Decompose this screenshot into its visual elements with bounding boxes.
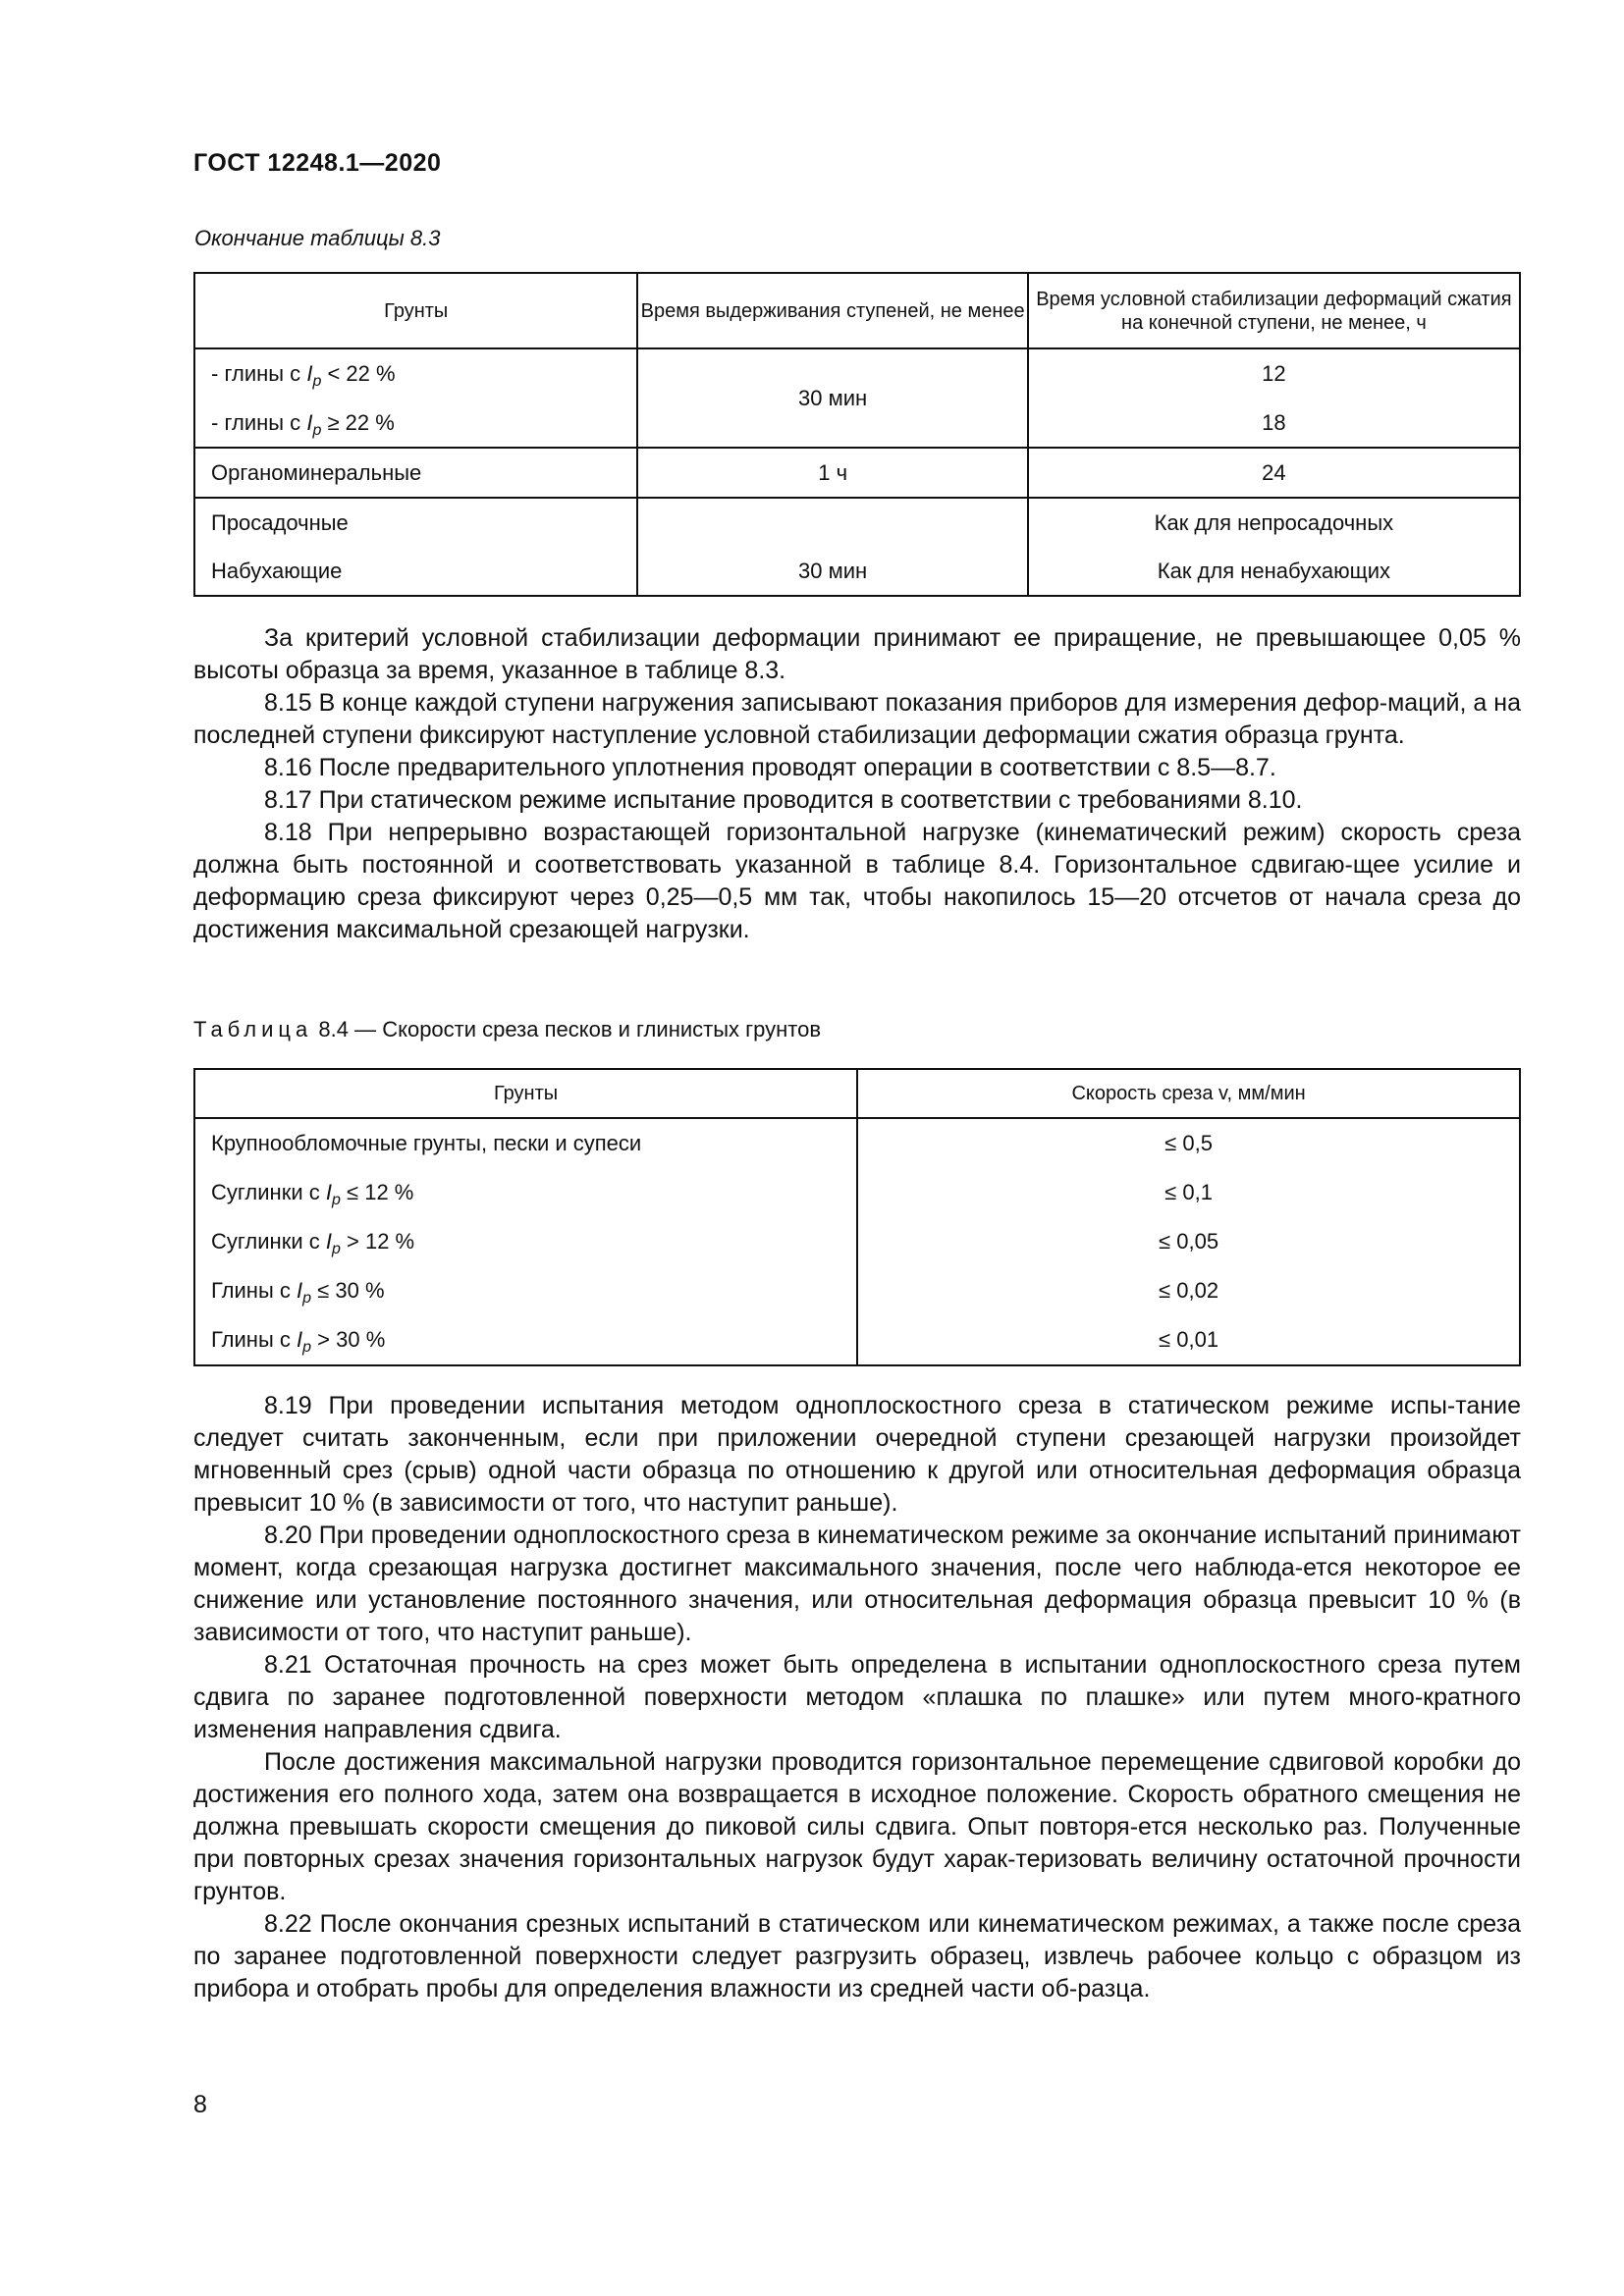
table-row: [194, 1266, 1520, 1315]
speed-cell: ≤ 0,1: [857, 1168, 1520, 1217]
stabilization-time-cell: Как для ненабухающих: [1028, 547, 1520, 596]
table-row: [194, 1168, 1520, 1217]
table-row: [194, 547, 1520, 596]
soil-cell: Просадочные: [194, 498, 637, 547]
paragraph: 8.17 При статическом режиме испытание проводится в соответствии с требованиями 8.10.: [264, 786, 1303, 814]
document-code: ГОСТ 12248.1—2020: [193, 149, 442, 177]
soil-cell: Крупнообломочные грунты, пески и супеси: [194, 1118, 857, 1168]
table-row: [194, 498, 1520, 547]
soil-cell: Глины с $I_p \le 30$ %: [194, 1266, 857, 1315]
soil-cell: Набухающие: [194, 547, 637, 596]
stabilization-time-cell: 18: [1028, 399, 1520, 449]
stage-time-cell: 30 мин: [637, 348, 1027, 448]
paragraph: 8.19 При проведении испытания методом одноплоскостного среза в статическом режиме испы-тание следует считать законченным, если при приложении очередной ступени срезающей нагрузки произойдет мгновенный срез (срыв) одной части образца по отношению к другой или относительная деформация образца превысит 10 % (в зависимости от того, что наступит раньше).: [193, 1392, 1521, 1517]
text-block-2: [193, 1390, 1521, 2005]
table-header-row: [194, 1069, 1520, 1118]
column-header: Скорость среза v, мм/мин: [857, 1069, 1520, 1118]
stabilization-time-cell: Как для непросадочных: [1028, 498, 1520, 547]
table-continuation-title: Окончание таблицы 8.3: [194, 226, 441, 250]
paragraph: За критерий условной стабилизации деформации принимают ее приращение, не превышающее 0,05 % высоты образца за время, указанное в таблице 8.3.: [193, 624, 1521, 684]
soil-cell: Глины с $I_p > 30$ %: [194, 1315, 857, 1365]
speed-cell: ≤ 0,02: [857, 1266, 1520, 1315]
table-row: [194, 1217, 1520, 1266]
column-header: Грунты: [194, 1069, 857, 1118]
soil-cell: - глины с $I_p \ge 22$ %: [194, 399, 637, 449]
table-8-3: [193, 272, 1521, 597]
stage-time-cell: 30 мин: [637, 547, 1027, 596]
paragraph: 8.20 При проведении одноплоскостного среза в кинематическом режиме за окончание испытаний принимают момент, когда срезающая нагрузка достигнет максимального значения, после чего наблюда-ется некоторое ее снижение или установление постоянного значения, или относительная деформация образца превысит 10 % (в зависимости от того, что наступит раньше).: [193, 1522, 1521, 1646]
paragraph: 8.21 Остаточная прочность на срез может быть определена в испытании одноплоскостного среза путем сдвига по заранее подготовленной поверхности методом «плашка по плашке» или путем много-кратного изменения направления сдвига.: [193, 1651, 1521, 1743]
text-block-1: [193, 622, 1521, 946]
table-header-row: [194, 273, 1520, 348]
speed-cell: ≤ 0,5: [857, 1118, 1520, 1168]
paragraph: 8.16 После предварительного уплотнения проводят операции в соответствии с 8.5—8.7.: [264, 754, 1276, 781]
table-row: [194, 1118, 1520, 1168]
speed-cell: ≤ 0,05: [857, 1217, 1520, 1266]
soil-cell: Органоминеральные: [194, 448, 637, 498]
column-header: Время выдерживания ступеней, не менее: [637, 273, 1027, 348]
soil-cell: - глины с $I_p < 22$ %: [194, 348, 637, 399]
table-row: [194, 1315, 1520, 1365]
table-8-4: [193, 1068, 1521, 1366]
paragraph: 8.18 При непрерывно возрастающей горизонтальной нагрузке (кинематический режим) скорость среза должна быть постоянной и соответствовать указанной в таблице 8.4. Горизонтальное сдвигаю-щее усилие и деформацию среза фиксируют через 0,25—0,5 мм так, чтобы накопилось 15—20 отсчетов от начала среза до достижения максимальной срезающей нагрузки.: [193, 819, 1521, 943]
column-header: Грунты: [194, 273, 637, 348]
stabilization-time-cell: 24: [1028, 448, 1520, 498]
soil-cell: Суглинки с $I_p \le 12$ %: [194, 1168, 857, 1217]
page-number: 8: [193, 2091, 207, 2118]
soil-cell: Суглинки с $I_p > 12$ %: [194, 1217, 857, 1266]
stage-time-cell: [637, 498, 1027, 547]
stage-time-cell: 1 ч: [637, 448, 1027, 498]
stabilization-time-cell: 12: [1028, 348, 1520, 399]
table-row: [194, 348, 1520, 399]
column-header: Время условной стабилизации деформаций сжатия на конечной ступени, не менее, ч: [1028, 273, 1520, 348]
paragraph: 8.22 После окончания срезных испытаний в статическом или кинематическом режимах, а также после среза по заранее подготовленной поверхности следует разгрузить образец, извлечь рабочее кольцо с образцом из прибора и отобрать пробы для определения влажности из средней части об-разца.: [193, 1910, 1521, 2002]
paragraph: После достижения максимальной нагрузки проводится горизонтальное перемещение сдвиговой коробки до достижения его полного хода, затем она возвращается в исходное положение. Скорость обратного смещения не должна превышать скорости смещения до пиковой силы сдвига. Опыт повторя-ется несколько раз. Полученные при повторных срезах значения горизонтальных нагрузок будут харак-теризовать величину остаточной прочности грунтов.: [193, 1748, 1521, 1905]
speed-cell: ≤ 0,01: [857, 1315, 1520, 1365]
table-row: [194, 448, 1520, 498]
table-caption: Таблица 8.4 — Скорости среза песков и глинистых грунтов: [193, 1017, 822, 1041]
paragraph: 8.15 В конце каждой ступени нагружения записывают показания приборов для измерения дефор-маций, а на последней ступени фиксируют наступление условной стабилизации деформации сжатия образца грунта.: [193, 689, 1521, 749]
